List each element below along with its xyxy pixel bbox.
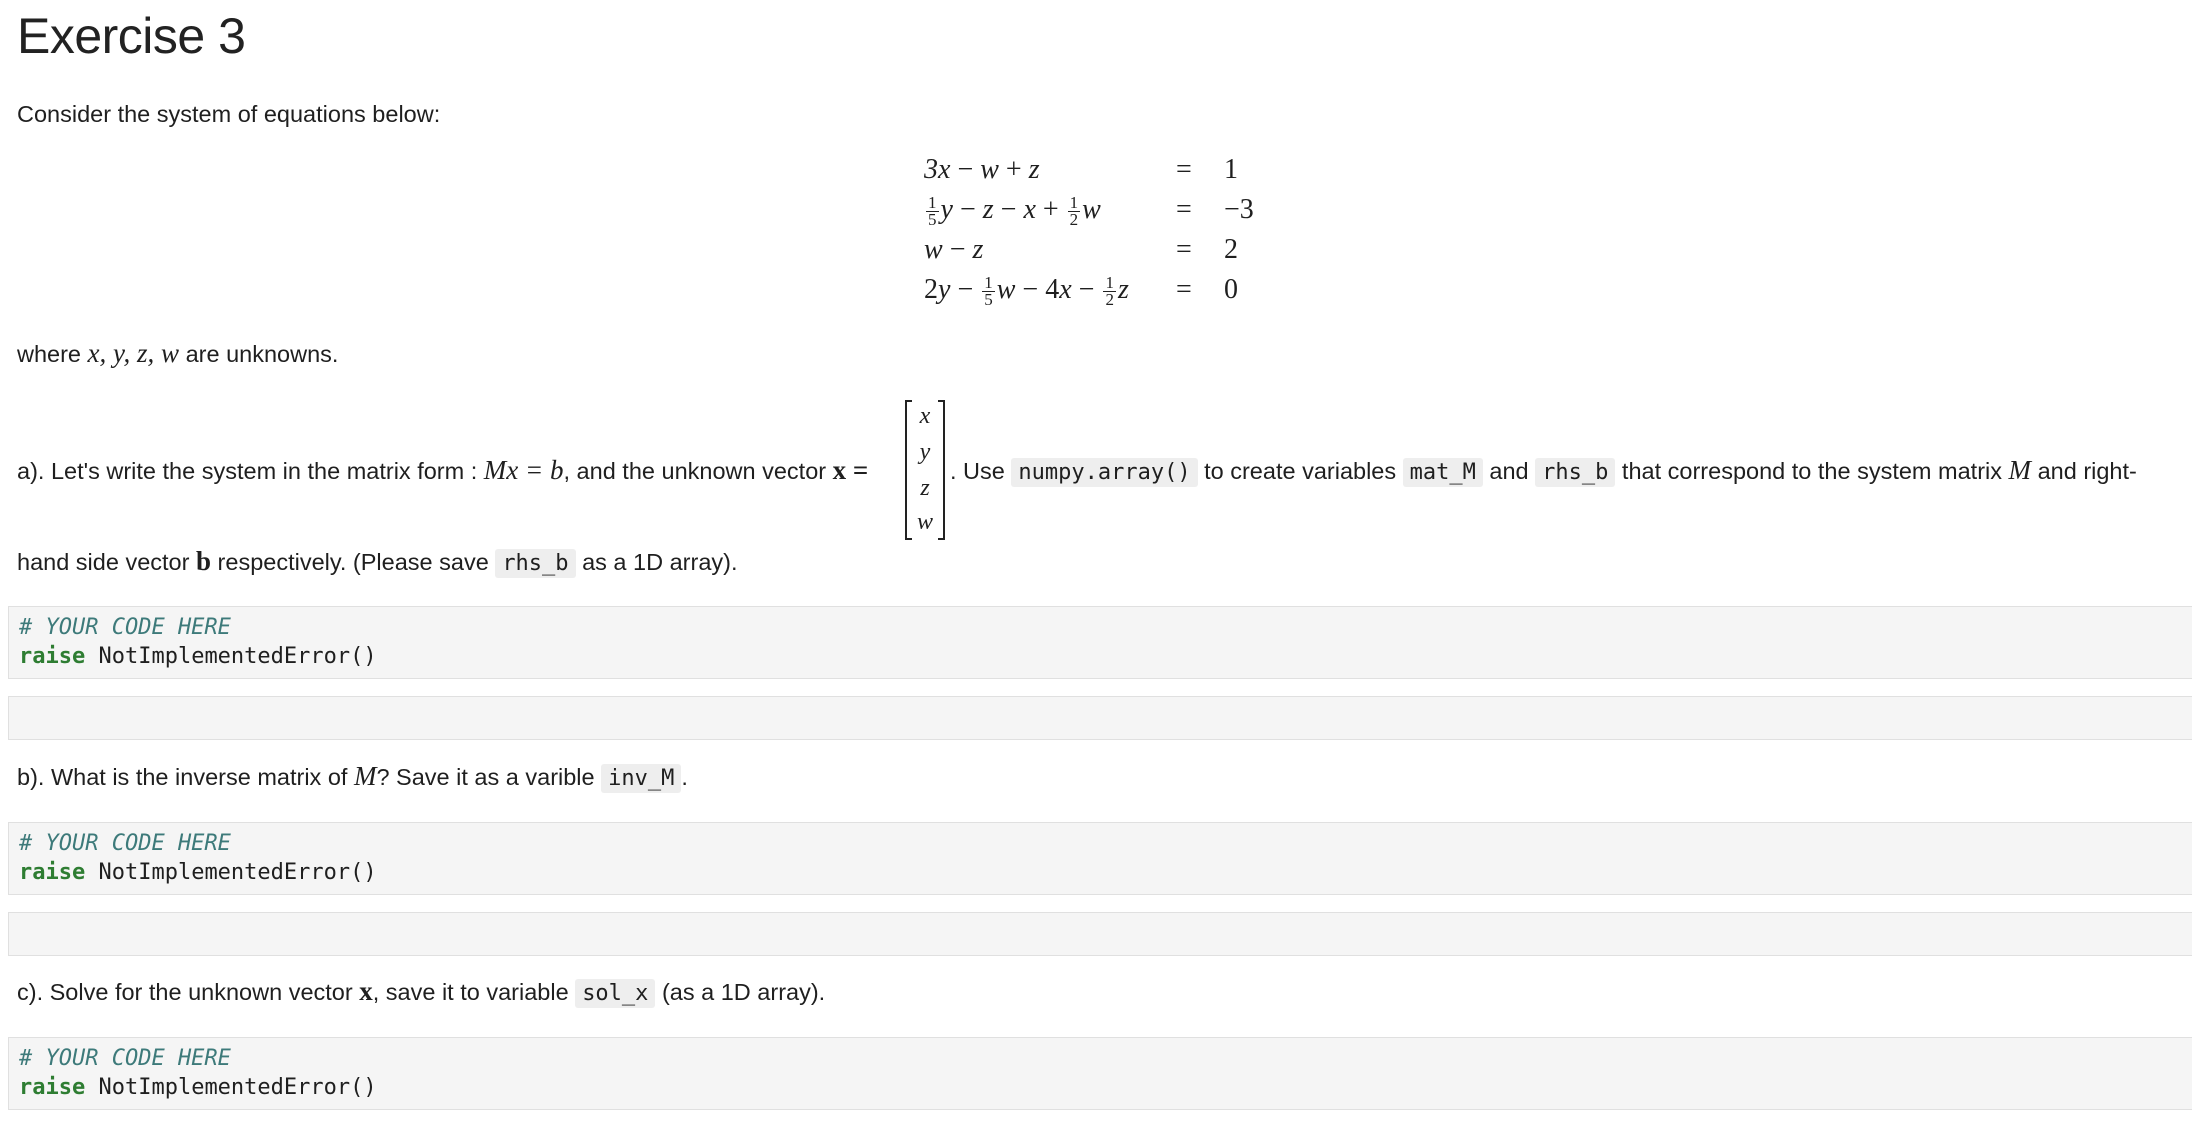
part-a-line2: hand side vector b respectively. (Please save rhs_b as a 1D array). xyxy=(17,546,738,576)
output-cell-b xyxy=(8,912,2192,956)
unknowns-text: where x, y, z, w are unknowns. xyxy=(17,338,339,368)
part-b-text: b). What is the inverse matrix of M? Save it as a varible inv_M . xyxy=(17,761,688,791)
code-cell-a[interactable]: # YOUR CODE HERE raise NotImplementedError() xyxy=(8,606,2192,679)
page-title: Exercise 3 xyxy=(17,8,246,64)
part-a-line1-right: . Use numpy.array() to create variables mat_M and rhs_b that correspond to the system matrix M and right- xyxy=(950,455,2137,485)
vector-entry: x xyxy=(919,403,931,429)
vector-entry: w xyxy=(916,509,933,535)
equation-rhs: 0 xyxy=(1224,274,1238,305)
matrix-form-math: Mx = b xyxy=(483,455,564,485)
equation-lhs: 2y − $\frac{1}{5}$ w − 4x − $\frac{1}{2}$ z xyxy=(924,273,1129,310)
vector-entry: y xyxy=(919,439,931,465)
part-c-text: c). Solve for the unknown vector x, save it to variable sol_x (as a 1D array). xyxy=(17,976,826,1006)
vector-x-math: x xyxy=(359,976,373,1006)
code-cell-b[interactable]: # YOUR CODE HERE raise NotImplementedError() xyxy=(8,822,2192,895)
equation-relation: = xyxy=(1176,154,1192,185)
inline-code-rhs-b: rhs_b xyxy=(1535,458,1615,487)
output-cell-a xyxy=(8,696,2192,740)
part-a-line1-left: a). Let's write the system in the matrix form : Mx = b, and the unknown vector x = xyxy=(17,455,869,485)
vector-entry: z xyxy=(920,475,930,501)
equation-rhs: −3 xyxy=(1224,194,1254,225)
unknowns-vars: x, y, z, w xyxy=(87,338,180,368)
equation-rhs: 1 xyxy=(1224,154,1238,185)
matrix-m-math: M xyxy=(2008,455,2032,485)
equation-lhs: 3x − w + z xyxy=(924,154,1040,185)
code-cell-c[interactable]: # YOUR CODE HERE raise NotImplementedError() xyxy=(8,1037,2192,1110)
vector-b-math: b xyxy=(195,546,212,576)
equation-relation: = xyxy=(1176,274,1192,305)
equation-relation: = xyxy=(1176,234,1192,265)
inline-code-sol-x: sol_x xyxy=(575,979,655,1008)
inline-code-numpy-array: numpy.array() xyxy=(1011,458,1197,487)
equation-lhs: $\frac{1}{5}$ y − z − x + $\frac{1}{2}$ w xyxy=(928,193,1101,230)
equation-relation: = xyxy=(1176,194,1192,225)
unknown-vector xyxy=(905,400,945,540)
inline-code-inv-m: inv_M xyxy=(601,764,681,793)
vector-x-math: x = xyxy=(832,455,869,485)
matrix-m-math: M xyxy=(353,761,377,791)
inline-code-rhs-b: rhs_b xyxy=(495,549,575,578)
equation-rhs: 2 xyxy=(1224,234,1238,265)
inline-code-mat-m: mat_M xyxy=(1403,458,1483,487)
intro-text: Consider the system of equations below: xyxy=(17,101,441,127)
equation-lhs: w − z xyxy=(924,234,984,265)
